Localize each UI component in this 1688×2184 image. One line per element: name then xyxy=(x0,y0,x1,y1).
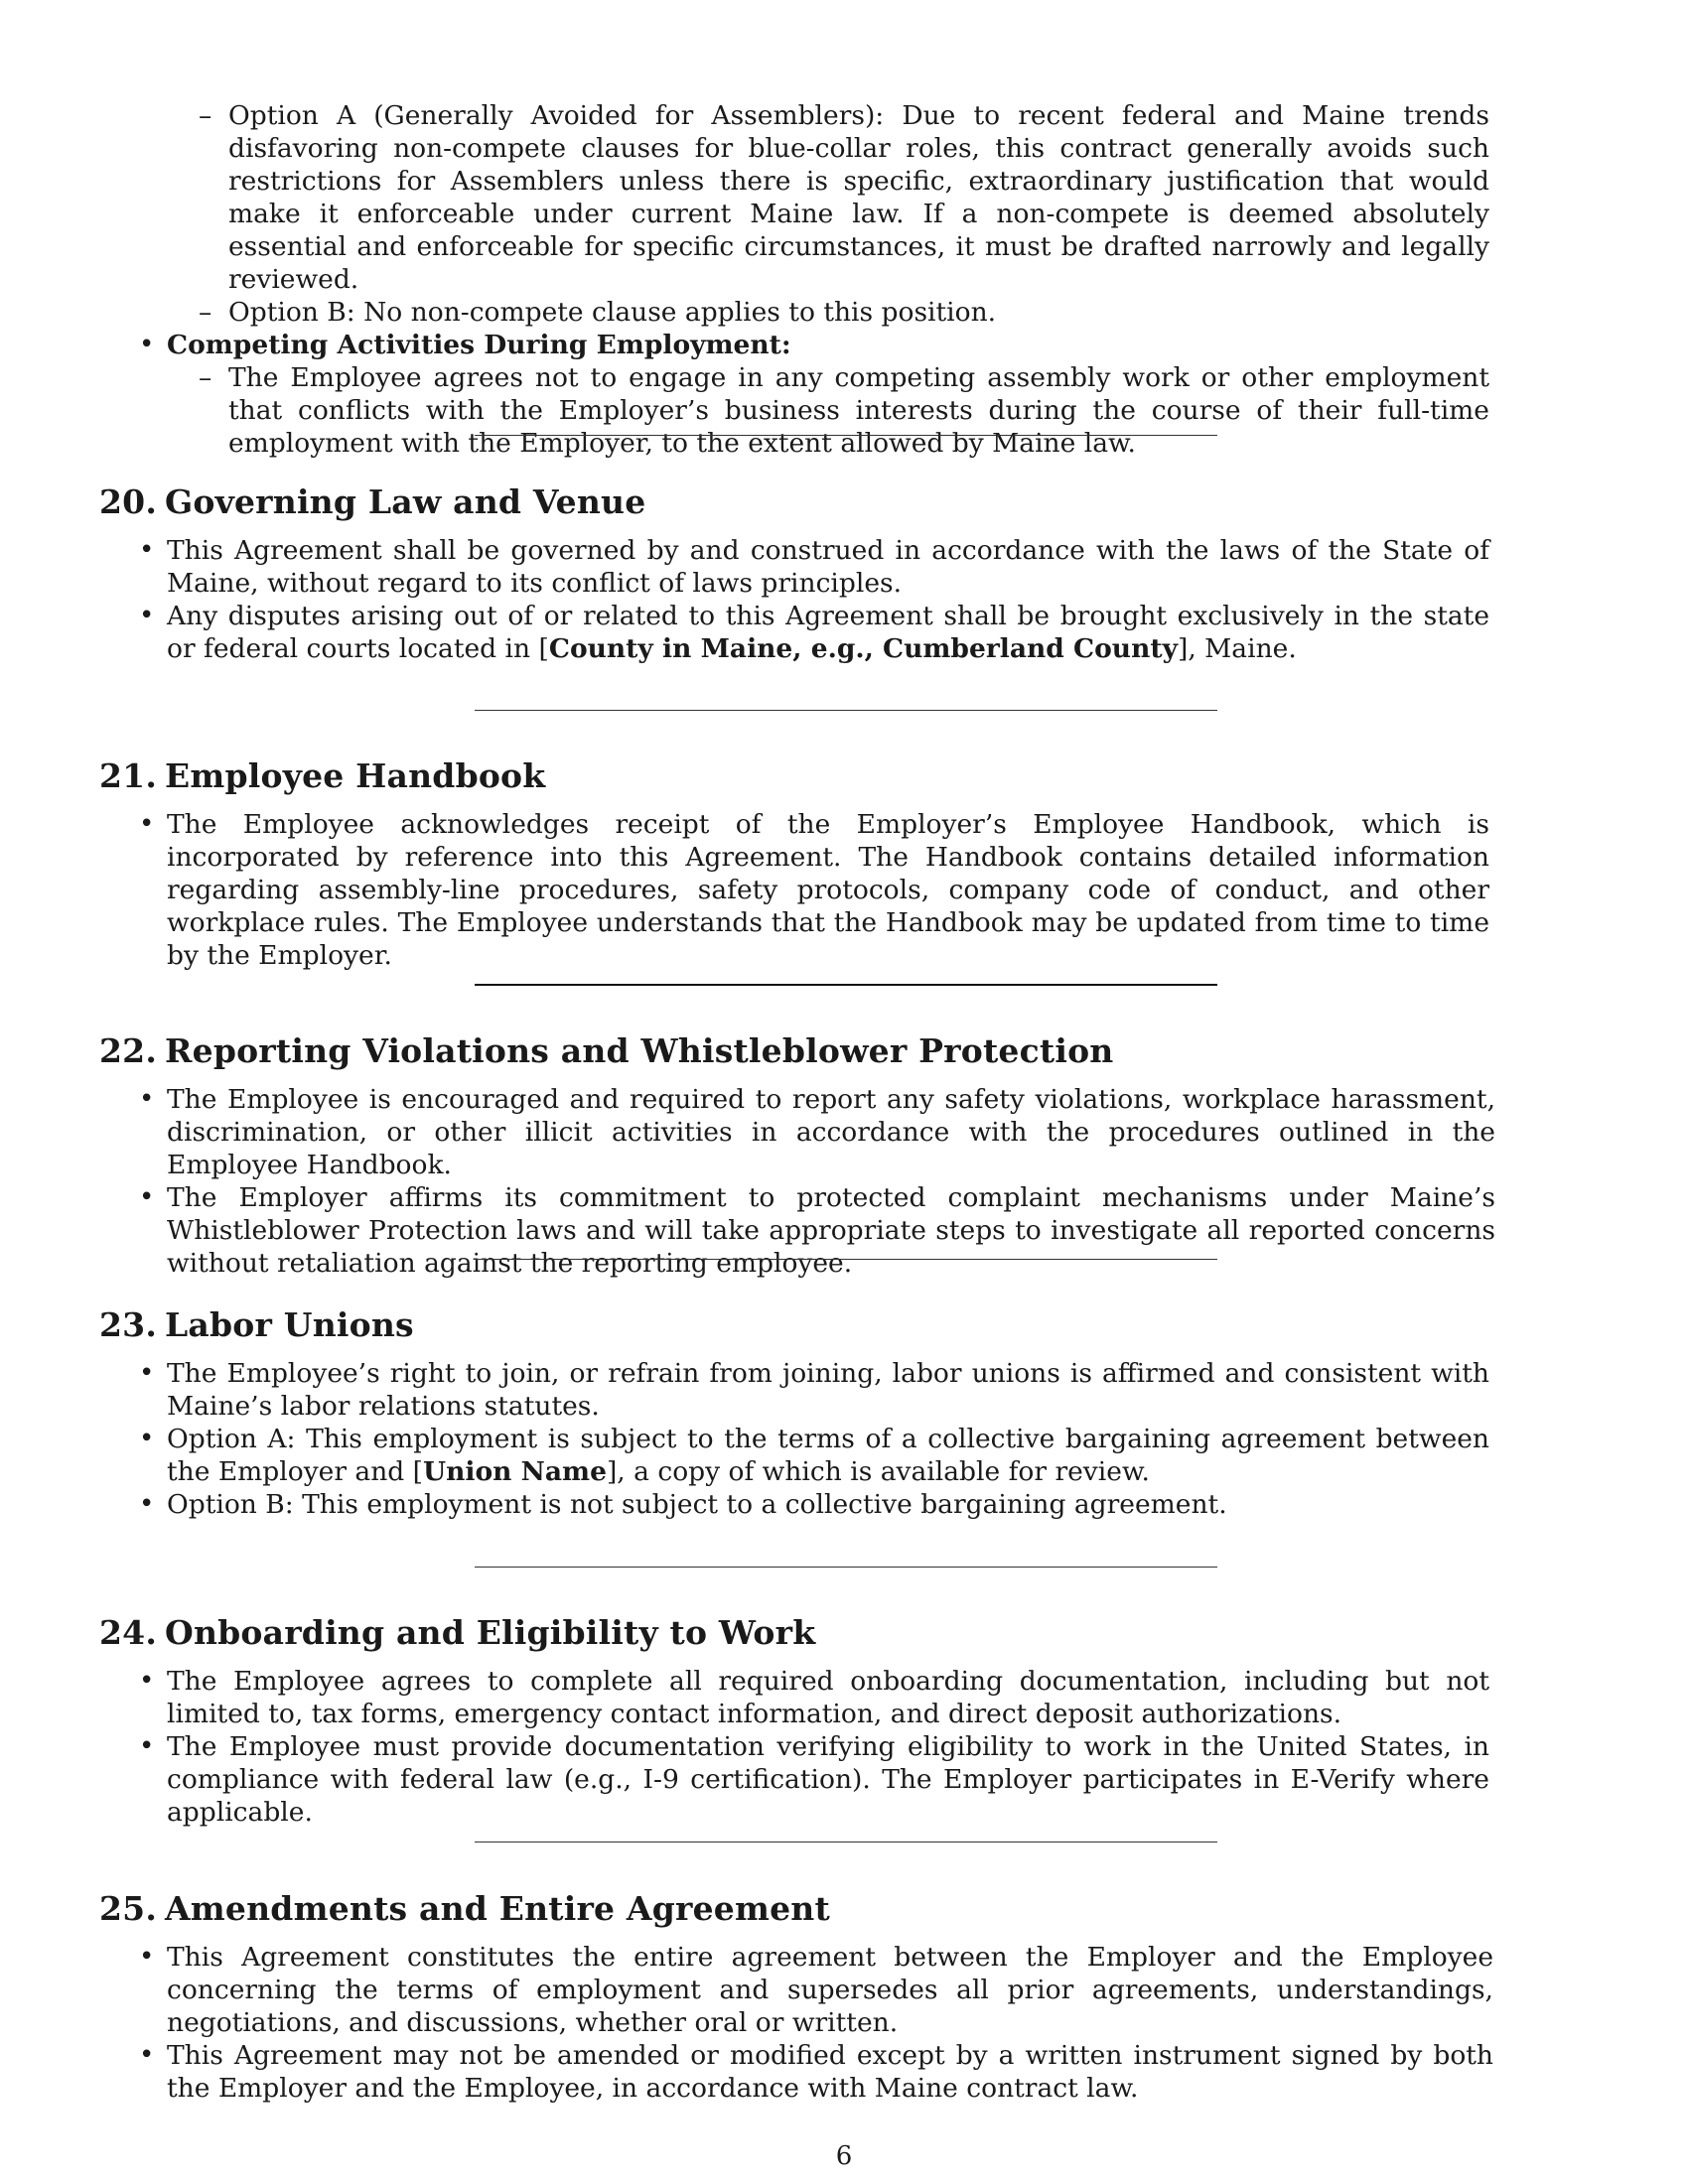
page-number: 6 xyxy=(835,2141,853,2171)
section-title: Employee Handbook xyxy=(165,756,546,795)
section-21 xyxy=(99,756,1589,972)
section-heading: 21. Employee Handbook xyxy=(99,756,546,795)
list-item: • The Employee must provide documentation verifying eligibility to work in the United States, in compliance with federal law (e.g., I-9 certification). The Employer participates in E-Verify where applicable. xyxy=(167,1730,1489,1829)
competing-activities-list xyxy=(99,329,1489,460)
section-23 xyxy=(99,1305,1589,1521)
non-compete-options xyxy=(99,99,1489,329)
divider xyxy=(99,1842,1589,1843)
divider xyxy=(99,1567,1589,1568)
section-heading: 24. Onboarding and Eligibility to Work xyxy=(99,1613,816,1652)
divider xyxy=(99,984,1589,986)
list-item: • This Agreement shall be governed by and construed in accordance with the laws of the State of Maine, without regard to its conflict of laws principles. xyxy=(167,534,1489,600)
option-b-item: – Option B: No non-compete clause applies to this position. xyxy=(228,296,1489,329)
section-20 xyxy=(99,482,1589,665)
competing-activities-item xyxy=(167,329,1489,460)
section-heading: 25. Amendments and Entire Agreement xyxy=(99,1889,830,1928)
list-item: • Any disputes arising out of or related to this Agreement shall be brought exclusively in the state or federal courts located in [County in Maine, e.g., Cumberland County], Maine. xyxy=(167,600,1489,665)
list-item: • This Agreement constitutes the entire agreement between the Employer and the Employee concerning the terms of employment and supersedes all prior agreements, understandings, negotiations, and discussions, whether oral or written. xyxy=(167,1941,1493,2039)
competing-activities-heading: Competing Activities During Employment: xyxy=(167,330,791,360)
list-item: • The Employee’s right to join, or refrain from joining, labor unions is affirmed and consistent with Maine’s labor relations statutes. xyxy=(167,1357,1489,1423)
list-item: • The Employee is encouraged and required to report any safety violations, workplace harassment, discrimination, or other illicit activities in accordance with the procedures outlined in the Employee Handbook. xyxy=(167,1083,1495,1181)
divider xyxy=(99,710,1589,711)
competing-activities-sublist xyxy=(167,361,1489,460)
section-heading: 23. Labor Unions xyxy=(99,1305,414,1344)
section-25 xyxy=(99,1889,1589,2105)
competing-activities-text: – The Employee agrees not to engage in any competing assembly work or other employment that conflicts with the Employer’s business interests during the course of their full-time employment with the Employer, to the extent allowed by Maine law. xyxy=(228,361,1489,460)
section-title: Governing Law and Venue xyxy=(165,482,646,521)
list-item: • Option B: This employment is not subject to a collective bargaining agreement. xyxy=(167,1488,1489,1521)
section-22 xyxy=(99,1031,1589,1280)
section-title: Reporting Violations and Whistleblower Protection xyxy=(165,1031,1114,1070)
section-20-list xyxy=(99,534,1489,665)
section-heading: 22. Reporting Violations and Whistleblower Protection xyxy=(99,1031,1114,1070)
section-heading: 20. Governing Law and Venue xyxy=(99,482,646,521)
list-item: • The Employer affirms its commitment to protected complaint mechanisms under Maine’s Whistleblower Protection laws and will take appropriate steps to investigate all reported concerns without retaliation against the reporting employee. xyxy=(167,1181,1495,1280)
section-21-list xyxy=(99,808,1489,972)
list-item: • Option A: This employment is subject to the terms of a collective bargaining agreement between the Employer and [Union Name], a copy of which is available for review. xyxy=(167,1423,1489,1488)
non-compete-continuation xyxy=(99,99,1589,460)
section-title: Onboarding and Eligibility to Work xyxy=(165,1613,816,1652)
section-25-list xyxy=(99,1941,1493,2105)
section-title: Labor Unions xyxy=(165,1305,414,1344)
divider xyxy=(99,435,1589,436)
divider xyxy=(99,1259,1589,1260)
section-24 xyxy=(99,1613,1589,1829)
union-name-placeholder: Union Name xyxy=(423,1456,607,1487)
section-title: Amendments and Entire Agreement xyxy=(165,1889,830,1928)
option-a-item: – Option A (Generally Avoided for Assemblers): Due to recent federal and Maine trends disfavoring non-compete clauses for blue-collar roles, this contract generally avoids such restrictions for Assemblers unless there is specific, extraordinary justification that would make it enforceable under current Maine law. If a non-compete is deemed absolutely essential and enforceable for specific circumstances, it must be drafted narrowly and legally reviewed. xyxy=(228,99,1489,296)
list-item: • The Employee agrees to complete all required onboarding documentation, including but not limited to, tax forms, emergency contact information, and direct deposit authorizations. xyxy=(167,1665,1489,1730)
section-22-list xyxy=(99,1083,1495,1280)
list-item: • The Employee acknowledges receipt of the Employer’s Employee Handbook, which is incorporated by reference into this Agreement. The Handbook contains detailed information regarding assembly-line procedures, safety protocols, company code of conduct, and other workplace rules. The Employee understands that the Handbook may be updated from time to time by the Employer. xyxy=(167,808,1489,972)
county-placeholder: County in Maine, e.g., Cumberland County xyxy=(548,633,1178,664)
list-item: • This Agreement may not be amended or modified except by a written instrument signed by both the Employer and the Employee, in accordance with Maine contract law. xyxy=(167,2039,1493,2105)
section-24-list xyxy=(99,1665,1489,1829)
section-23-list xyxy=(99,1357,1489,1521)
